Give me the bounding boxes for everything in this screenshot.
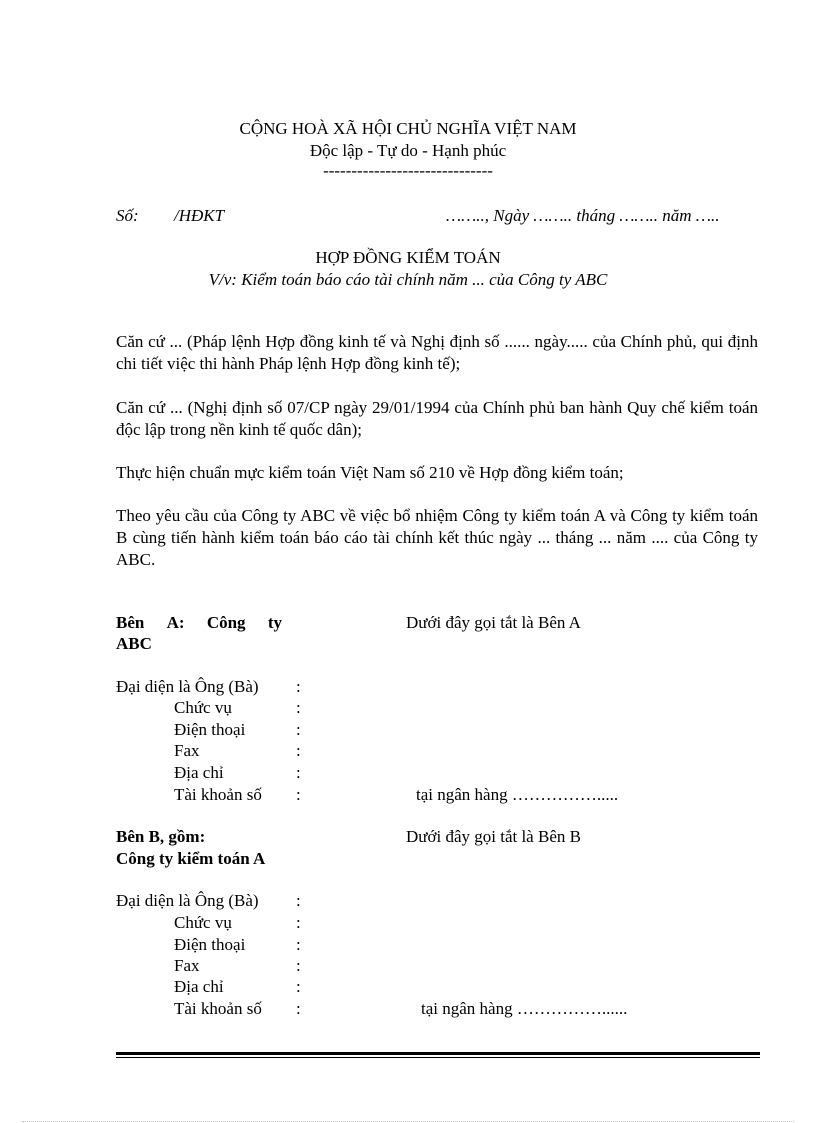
party-a-colon: :	[296, 677, 301, 696]
party-a-colon: :	[296, 720, 301, 739]
party-b-field-label: Địa chỉ	[174, 977, 224, 996]
party-a-heading-word: A:	[166, 613, 185, 632]
party-a-colon: :	[296, 698, 301, 717]
party-a-heading-word: ty	[267, 613, 282, 632]
party-a-field-label: Tài khoản số	[174, 785, 262, 804]
party-a-alias: Dưới đây gọi tắt là Bên A	[406, 613, 581, 632]
party-a-heading-word: Bên	[116, 613, 145, 632]
footer-rule-thin	[116, 1057, 760, 1058]
party-a-colon: :	[296, 785, 301, 804]
page-bottom-dotted-line	[22, 1121, 794, 1122]
party-b-field-label: Điện thoại	[174, 935, 246, 954]
party-b-colon: :	[296, 913, 301, 932]
party-b-rep-label: Đại diện là Ông (Bà)	[116, 891, 259, 910]
party-a-field-label: Địa chỉ	[174, 763, 224, 782]
party-a-colon: :	[296, 741, 301, 760]
party-a-heading	[116, 613, 282, 633]
party-b-colon: :	[296, 956, 301, 975]
party-a-bank: tại ngân hàng …………….....	[416, 785, 619, 804]
so-label: Số:	[116, 206, 139, 225]
party-b-colon: :	[296, 891, 301, 910]
document-title: HỢP ĐỒNG KIỂM TOÁN	[315, 248, 501, 267]
party-b-colon: :	[296, 999, 301, 1018]
contract-code: /HĐKT	[174, 206, 225, 225]
party-b-colon: :	[296, 977, 301, 996]
party-b-alias: Dưới đây gọi tắt là Bên B	[406, 827, 581, 846]
country-title: CỘNG HOÀ XÃ HỘI CHỦ NGHĨA VIỆT NAM	[239, 119, 577, 138]
preamble-paragraph: Căn cứ ... (Pháp lệnh Hợp đồng kinh tế và Nghị định số ...... ngày..... của Chính phủ, qui định chi tiết việc thi hành Pháp lệnh Hợp đồng kinh tế);	[116, 332, 758, 373]
party-a-heading-word: Công	[206, 613, 246, 632]
party-a-field-label: Fax	[174, 741, 200, 760]
preamble-paragraph: Căn cứ ... (Nghị định số 07/CP ngày 29/01/1994 của Chính phủ ban hành Quy chế kiểm toán độc lập trong nền kinh tế quốc dân);	[116, 398, 758, 439]
party-b-field-label: Tài khoản số	[174, 999, 262, 1018]
national-motto: Độc lập - Tự do - Hạnh phúc	[309, 141, 507, 160]
party-b-colon: :	[296, 935, 301, 954]
party-b-field-label: Fax	[174, 956, 200, 975]
party-a-colon: :	[296, 763, 301, 782]
party-a-field-label: Chức vụ	[174, 698, 232, 717]
date-line: …….., Ngày …….. tháng …….. năm …..	[446, 206, 720, 225]
party-b-field-label: Chức vụ	[174, 913, 232, 932]
party-a-rep-label: Đại diện là Ông (Bà)	[116, 677, 259, 696]
party-a-name: ABC	[116, 634, 152, 653]
party-a-field-label: Điện thoại	[174, 720, 246, 739]
footer-rule-thick	[116, 1052, 760, 1055]
preamble-paragraph: Thực hiện chuẩn mực kiểm toán Việt Nam số 210 về Hợp đồng kiểm toán;	[116, 463, 624, 482]
preamble-paragraph: Theo yêu cầu của Công ty ABC về việc bổ nhiệm Công ty kiểm toán A và Công ty kiểm toán B cùng tiến hành kiểm toán báo cáo tài chính kết thúc ngày ... tháng ... năm .... của Công ty ABC.	[116, 506, 758, 569]
party-b-heading: Bên B, gồm:	[116, 827, 206, 846]
header-divider: ------------------------------	[323, 161, 493, 180]
party-b-name: Công ty kiểm toán A	[116, 849, 266, 868]
party-b-bank: tại ngân hàng ……………......	[421, 999, 628, 1018]
document-subject: V/v: Kiểm toán báo cáo tài chính năm ... của Công ty ABC	[208, 270, 608, 289]
